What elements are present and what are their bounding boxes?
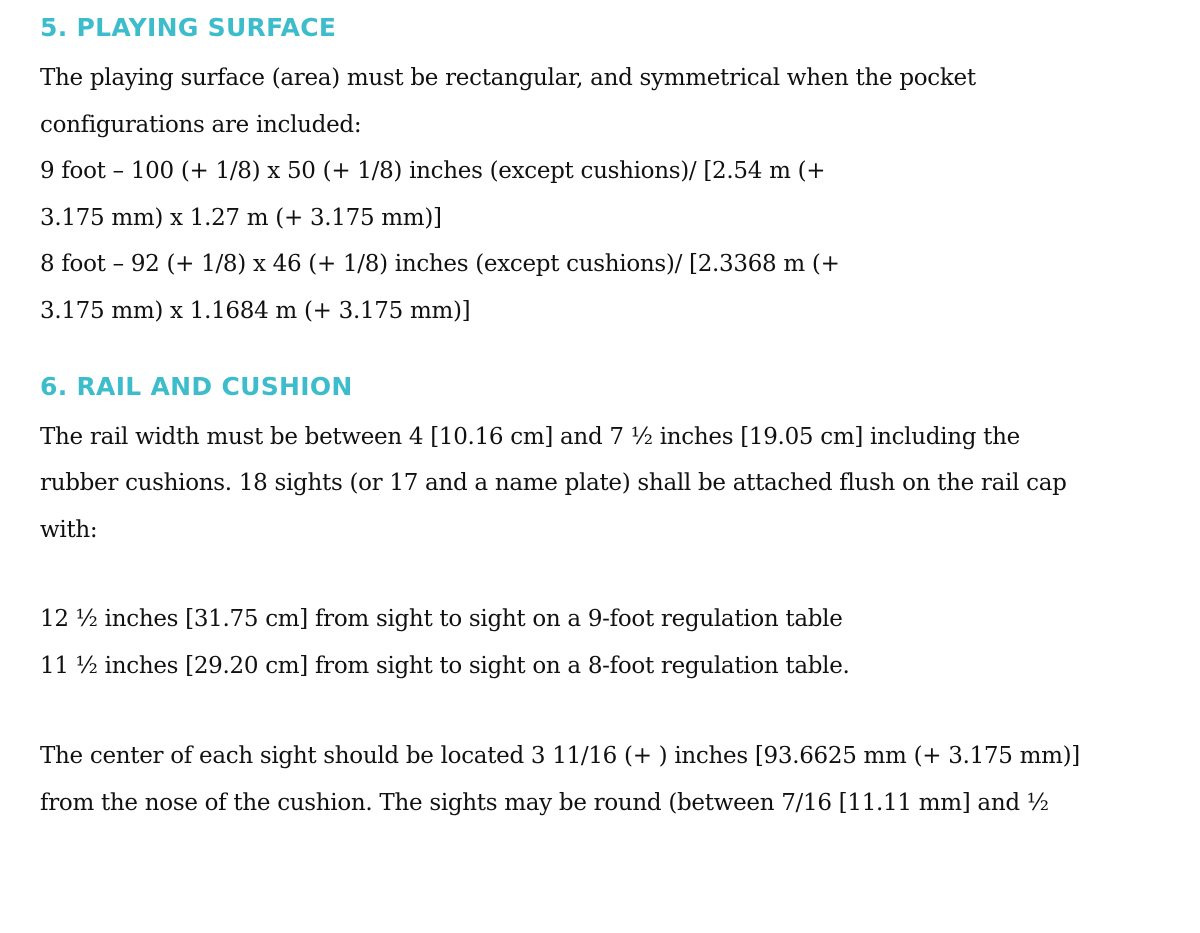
paragraph-line: with:: [40, 517, 98, 543]
section-heading-rail-and-cushion: 6. RAIL AND CUSHION: [40, 372, 353, 401]
paragraph-line: 3.175 mm) x 1.27 m (+ 3.175 mm)]: [40, 205, 442, 231]
paragraph-line: The center of each sight should be located 3 11/16 (+ ) inches [93.6625 mm (+ 3.175 mm)]: [40, 743, 1080, 769]
paragraph-line: The rail width must be between 4 [10.16 cm] and 7 ½ inches [19.05 cm] including the: [40, 424, 1020, 450]
paragraph-line: The playing surface (area) must be rectangular, and symmetrical when the pocket: [40, 65, 976, 91]
paragraph-line: configurations are included:: [40, 112, 362, 138]
paragraph-line: from the nose of the cushion. The sights may be round (between 7/16 [11.11 mm] and ½: [40, 790, 1049, 816]
paragraph-line: rubber cushions. 18 sights (or 17 and a name plate) shall be attached flush on the rail cap: [40, 470, 1067, 496]
paragraph-line: 9 foot – 100 (+ 1/8) x 50 (+ 1/8) inches (except cushions)/ [2.54 m (+: [40, 158, 826, 184]
list-line: 12 ½ inches [31.75 cm] from sight to sight on a 9-foot regulation table: [40, 606, 843, 632]
paragraph-line: 3.175 mm) x 1.1684 m (+ 3.175 mm)]: [40, 298, 471, 324]
paragraph-line: 8 foot – 92 (+ 1/8) x 46 (+ 1/8) inches (except cushions)/ [2.3368 m (+: [40, 251, 840, 277]
section-heading-playing-surface: 5. PLAYING SURFACE: [40, 13, 337, 42]
list-line: 11 ½ inches [29.20 cm] from sight to sight on a 8-foot regulation table.: [40, 653, 850, 679]
